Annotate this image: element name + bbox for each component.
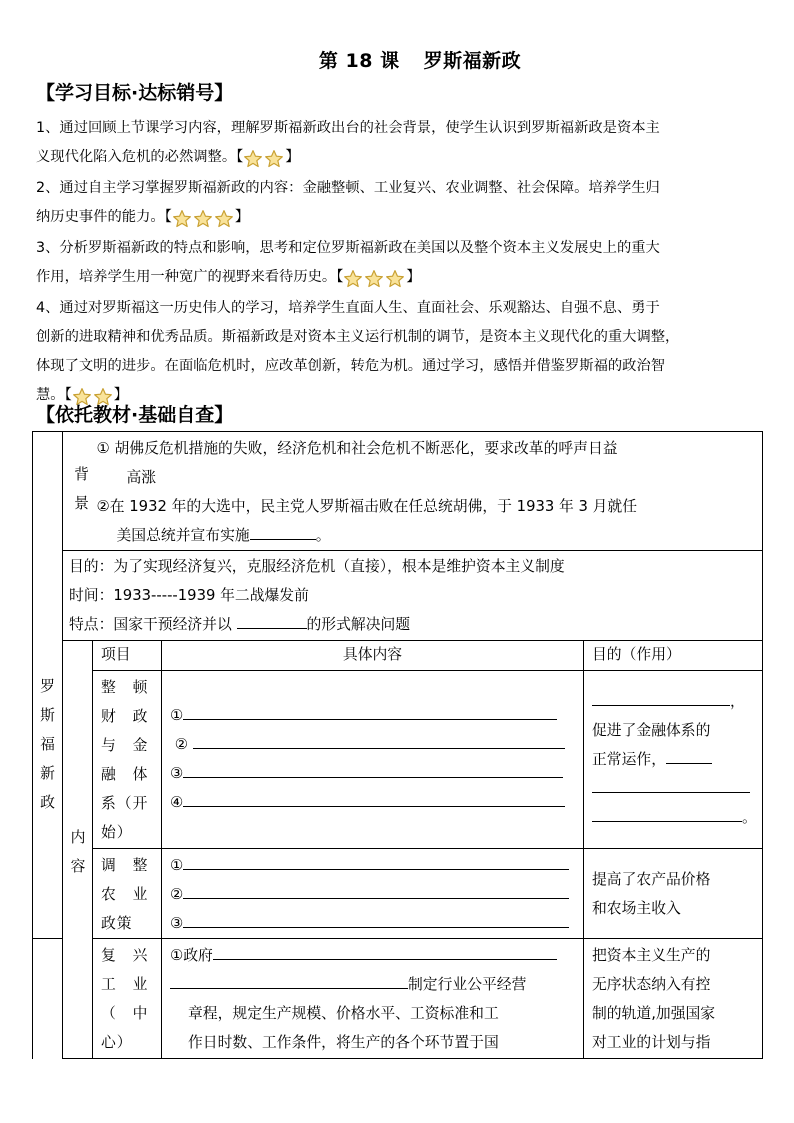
blank-answer[interactable] bbox=[666, 747, 712, 764]
blank-answer[interactable] bbox=[592, 776, 750, 793]
content-label-cell: 内 容 bbox=[63, 641, 93, 1059]
blank-answer[interactable] bbox=[183, 911, 569, 928]
star-icon bbox=[385, 269, 405, 289]
star-icon bbox=[243, 149, 263, 169]
agriculture-effect: 提高了农产品价格 和农场主收入 bbox=[584, 849, 763, 939]
blank-answer[interactable] bbox=[183, 882, 569, 899]
background-cell: 背 景 ① 胡佛反危机措施的失败，经济危机和社会危机不断恶化，要求改革的呼声日益 高涨 ②在 1932 年的大选中，民主党人罗斯福击败在任总统胡佛，于 1933 年 3 月就任 美国总统并宣布实施 。 bbox=[93, 432, 763, 551]
finance-label: 整 顿 财 政 与 金 融 体 系（开 始） bbox=[93, 671, 162, 849]
finance-content: ① ② ③ ④ bbox=[162, 671, 584, 849]
header-item: 项目 bbox=[93, 641, 162, 671]
star-icon bbox=[214, 209, 234, 229]
blank-answer[interactable] bbox=[592, 805, 742, 822]
star-icon bbox=[343, 269, 363, 289]
blank-answer[interactable] bbox=[183, 790, 565, 807]
objective-3: 3、分析罗斯福新政的特点和影响，思考和定位罗斯福新政在美国以及整个资本主义发展史上的重大 作用，培养学生用一种宽广的视野来看待历史。【 】 bbox=[36, 234, 762, 294]
blank-answer[interactable] bbox=[183, 703, 557, 720]
new-deal-table bbox=[32, 431, 763, 1059]
industry-effect: 把资本主义生产的 无序状态纳入有控 制的轨道,加强国家 对工业的计划与指 bbox=[584, 939, 763, 1059]
industry-content: ①政府 制定行业公平经营 章程，规定生产规模、价格水平、工资标准和工 作日时数、工作条件，将生产的各个环节置于国 bbox=[162, 939, 584, 1059]
rating-stars bbox=[172, 205, 235, 234]
rating-stars bbox=[343, 265, 406, 294]
section-objectives: 【学习目标·达标销号】 bbox=[36, 82, 234, 104]
info-cell: 目的：为了实现经济复兴，克服经济危机（直接），根本是维护资本主义制度 时间：1933-----1939 年二战爆发前 特点：国家干预经济并以 的形式解决问题 bbox=[63, 551, 763, 641]
objective-2: 2、通过自主学习掌握罗斯福新政的内容：金融整顿、工业复兴、农业调整、社会保障。培养学生归 纳历史事件的能力。【 】 bbox=[36, 174, 762, 234]
header-content: 具体内容 bbox=[162, 641, 584, 671]
agriculture-content: ① ② ③ bbox=[162, 849, 584, 939]
section-basics: 【依托教材·基础自查】 bbox=[36, 404, 234, 426]
blank-answer[interactable] bbox=[237, 612, 307, 629]
header-purpose: 目的（作用） bbox=[584, 641, 763, 671]
blank-answer[interactable] bbox=[170, 972, 408, 989]
objective-4: 4、通过对罗斯福这一历史伟人的学习，培养学生直面人生、直面社会、乐观豁达、自强不息、勇于 创新的进取精神和优秀品质。斯福新政是对资本主义运行机制的调节，是资本主义现代化的重大调整， 体现了文明的进步。在面临危机时，应改革创新，转危为机。通过学习，感悟并借鉴罗斯福的政治智 慧。【 】 bbox=[36, 294, 762, 412]
blank-answer[interactable] bbox=[183, 761, 563, 778]
star-icon bbox=[364, 269, 384, 289]
objectives-list bbox=[36, 114, 762, 412]
blank-answer[interactable] bbox=[193, 732, 565, 749]
lesson-name: 罗斯福新政 bbox=[423, 50, 522, 72]
agriculture-label: 调 整 农 业 政策 bbox=[93, 849, 162, 939]
blank-answer[interactable] bbox=[213, 943, 557, 960]
star-icon bbox=[193, 209, 213, 229]
blank-answer[interactable] bbox=[250, 523, 316, 540]
page-title bbox=[0, 46, 794, 73]
blank-answer[interactable] bbox=[183, 853, 569, 870]
objective-1: 1、通过回顾上节课学习内容，理解罗斯福新政出台的社会背景，使学生认识到罗斯福新政是资本主 义现代化陷入危机的必然调整。【 】 bbox=[36, 114, 762, 174]
background-label: 背 景 bbox=[74, 466, 89, 512]
rating-stars bbox=[243, 145, 285, 174]
side-label-cell: 罗 斯 福 新 政 bbox=[33, 432, 63, 939]
star-icon bbox=[264, 149, 284, 169]
star-icon bbox=[172, 209, 192, 229]
industry-label: 复 兴 工 业 （ 中 心） bbox=[93, 939, 162, 1059]
finance-effect: ， 促进了金融体系的 正常运作， 。 bbox=[584, 671, 763, 849]
lesson-number: 第 18 课 bbox=[318, 50, 400, 72]
blank-answer[interactable] bbox=[592, 689, 730, 706]
